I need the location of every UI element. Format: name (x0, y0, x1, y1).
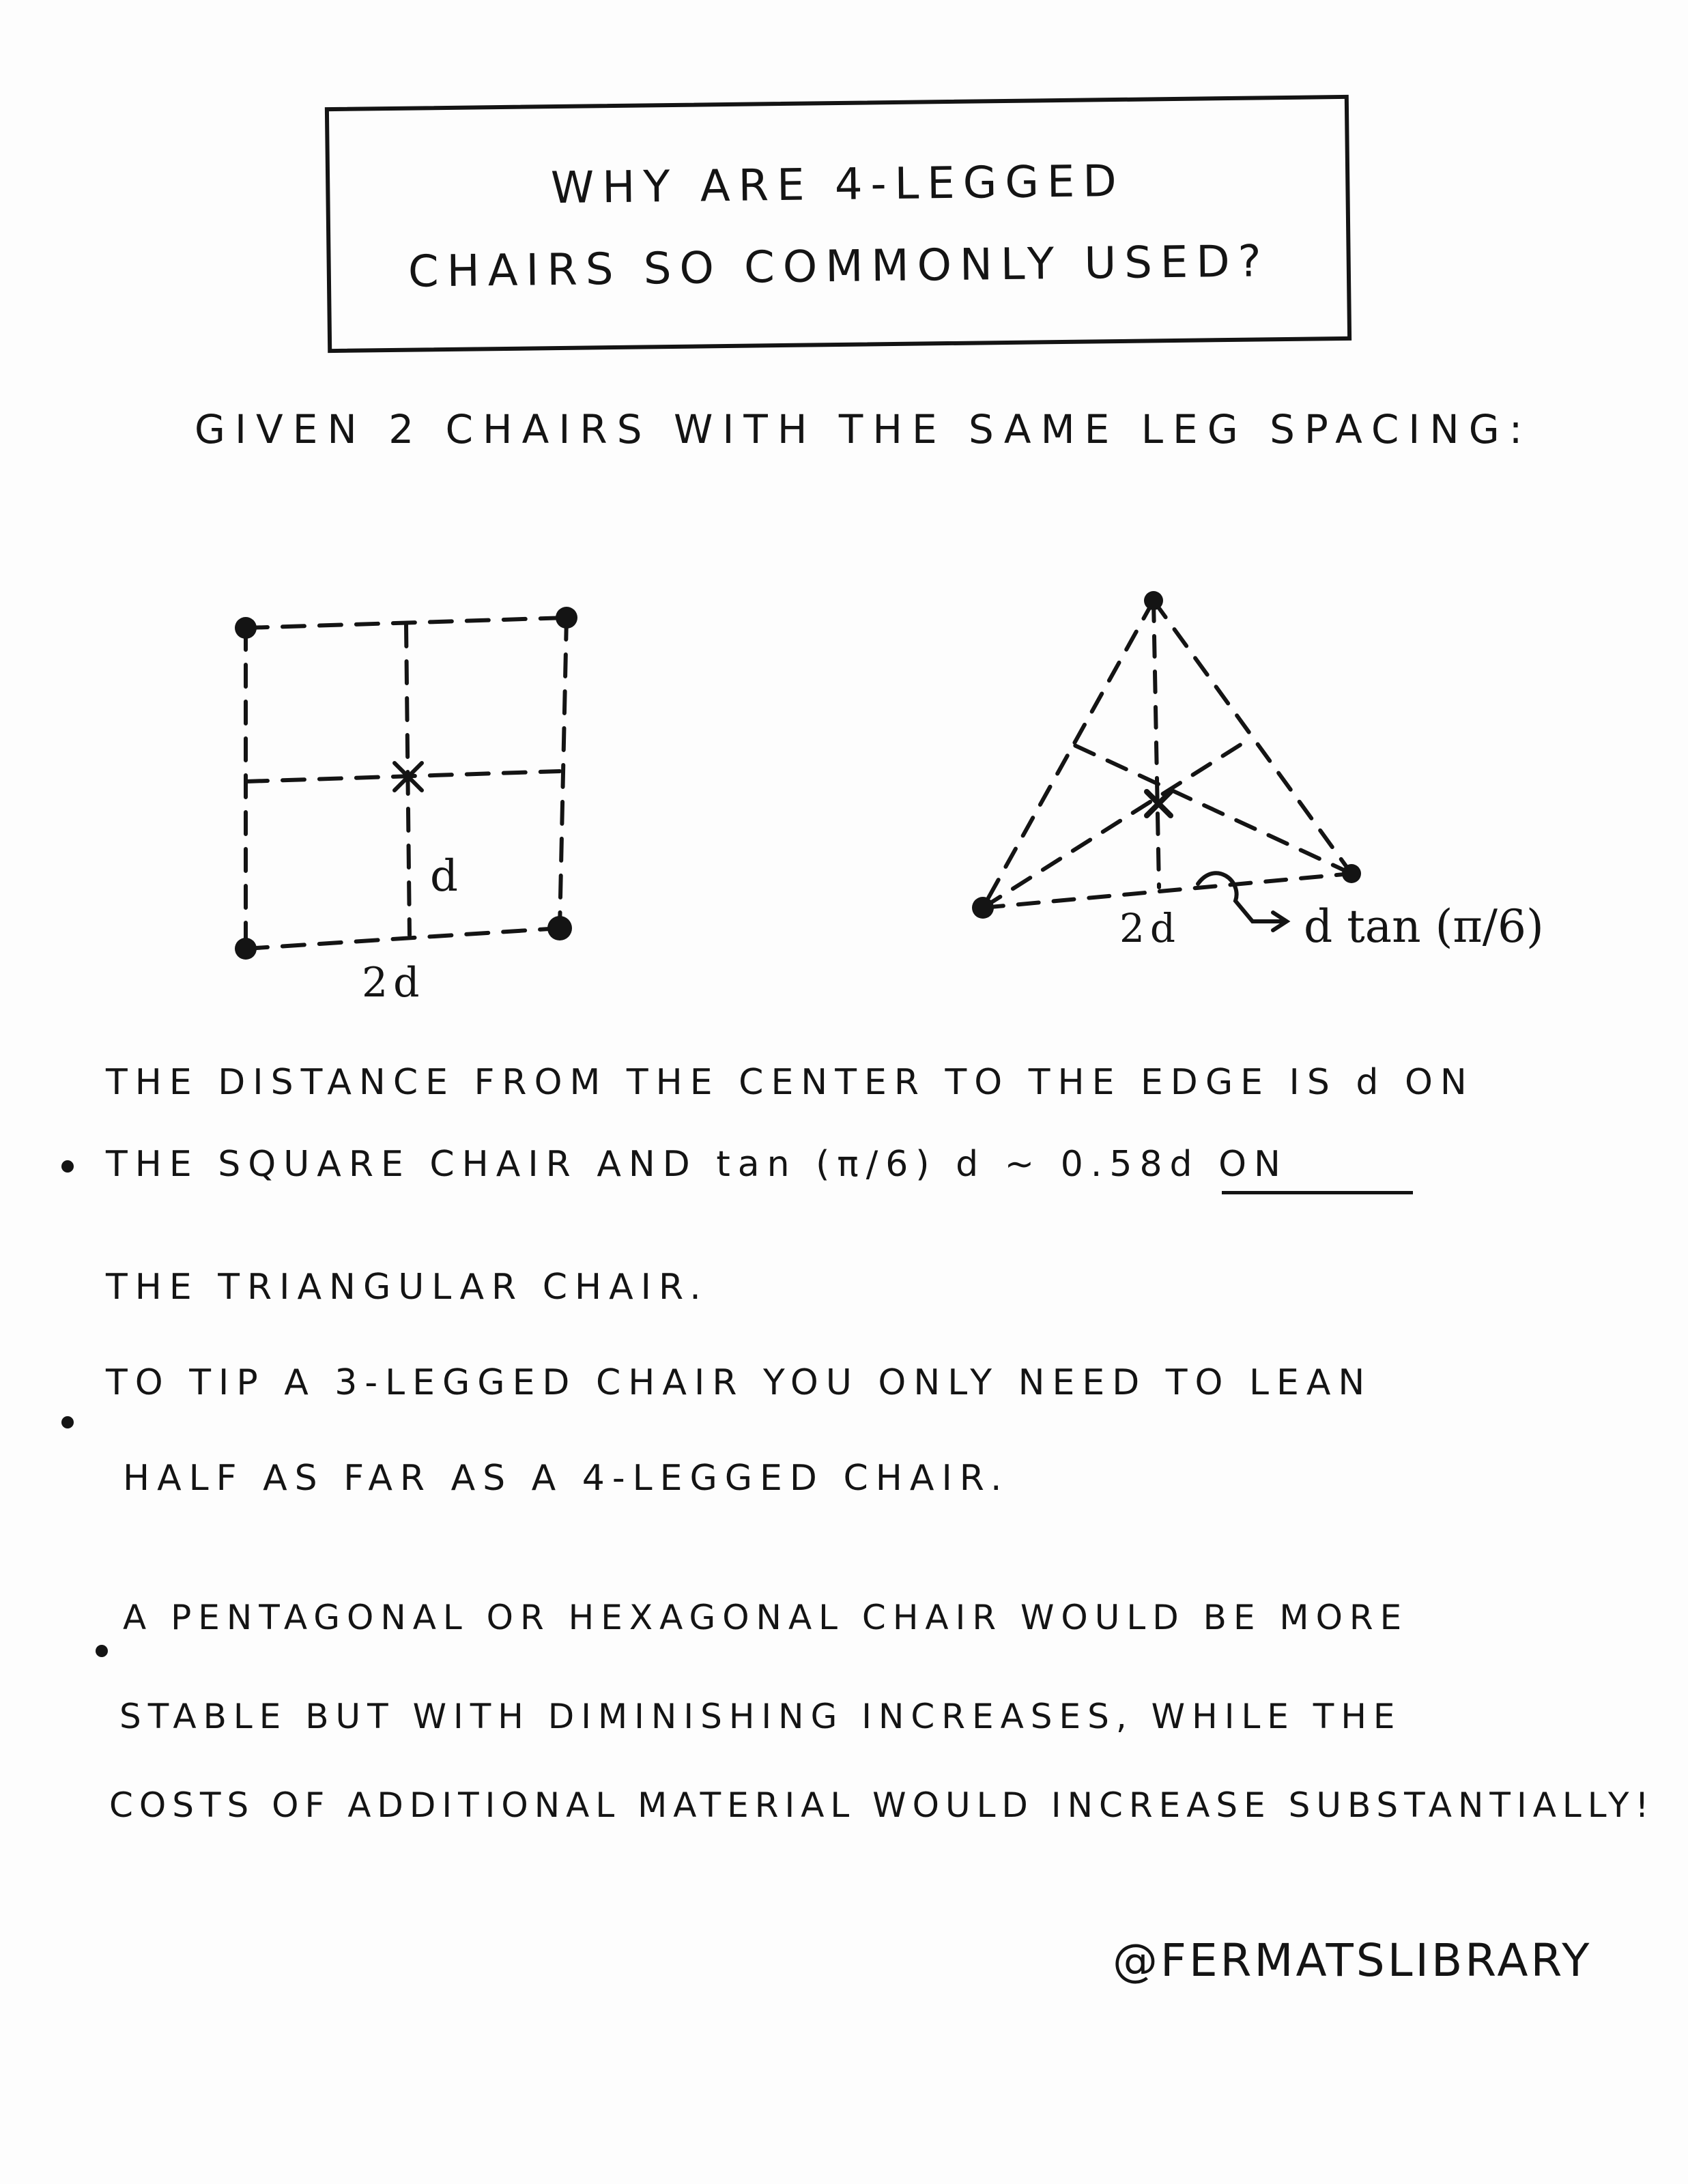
square-bottom-edge (246, 928, 560, 949)
given-statement: GIVEN 2 CHAIRS WITH THE SAME LEG SPACING: (195, 406, 1532, 452)
leg-dot (235, 938, 257, 960)
title-line-2: CHAIRS SO COMMONLY USED? (407, 236, 1270, 298)
triangle-chair-diagram (942, 573, 1665, 983)
leg-dot (556, 607, 577, 629)
bullet-1-line-1: THE DISTANCE FROM THE CENTER TO THE EDGE IS d ON (106, 1062, 1474, 1103)
leg-dot (1144, 591, 1163, 610)
bullet-1-line-3: THE TRIANGULAR CHAIR. (106, 1267, 709, 1308)
square-d-label: d (430, 851, 458, 902)
bullet-2-line-2: HALF AS FAR AS A 4-LEGGED CHAIR. (123, 1458, 1010, 1499)
square-2d-label: 2d (362, 959, 425, 1007)
bullet-3-line-3: COSTS OF ADDITIONAL MATERIAL WOULD INCREASE SUBSTANTIALLY! (109, 1785, 1655, 1825)
leg-dot (235, 617, 257, 639)
bullet-point (61, 1416, 74, 1428)
leg-dot (972, 897, 994, 919)
bullet-point (96, 1645, 108, 1657)
bullet-point (61, 1160, 74, 1173)
triangle-median-top (1154, 601, 1159, 887)
bullet-3-line-2: STABLE BUT WITH DIMINISHING INCREASES, WHILE THE (119, 1697, 1402, 1736)
title-box (325, 95, 1351, 353)
square-chair-diagram (205, 587, 628, 1010)
title-line-1: WHY ARE 4-LEGGED (550, 156, 1126, 214)
signature: @FERMATSLIBRARY (1113, 1934, 1592, 1987)
triangle-bottom-edge (983, 874, 1351, 908)
leg-dot (547, 916, 572, 940)
bullet-2-line-1: TO TIP A 3-LEGGED CHAIR YOU ONLY NEED TO LEAN (106, 1362, 1373, 1403)
triangle-right-edge (1154, 601, 1351, 874)
triangle-dtan-label: d tan (π/6) (1304, 900, 1544, 953)
bullet-1-line-2: THE SQUARE CHAIR AND tan (π/6) d ~ 0.58d ON (106, 1144, 1288, 1185)
bullet-3-line-1: A PENTAGONAL OR HEXAGONAL CHAIR WOULD BE MORE (123, 1598, 1409, 1637)
triangle-2d-label: 2d (1119, 905, 1182, 951)
emphasis-underline (1222, 1191, 1413, 1194)
triangle-left-edge (983, 601, 1154, 908)
leg-dot (1342, 864, 1361, 883)
triangle-median-left (983, 737, 1253, 908)
